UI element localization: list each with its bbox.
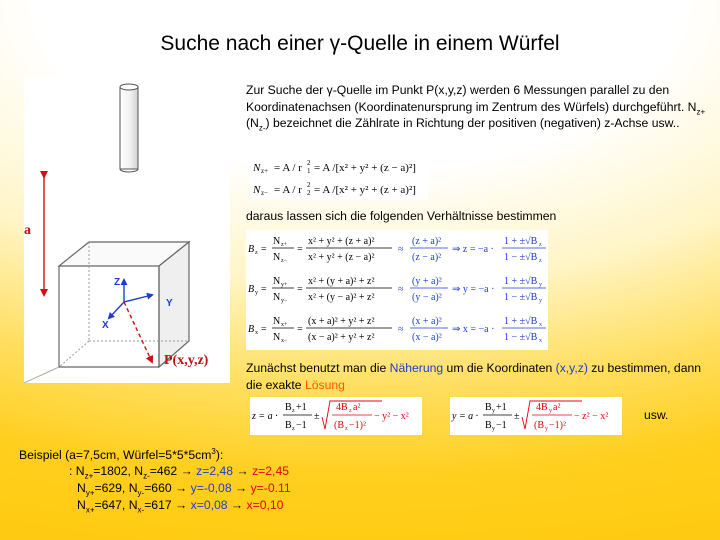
cube-figure [24,77,230,383]
approx-paragraph: Zunächst benutzt man die Näherung um die Koordinaten (x,y,z) zu bestimmen, dann die exakte Lösung [246,361,702,392]
svg-text:z−: z− [261,189,269,197]
label-y: Y [166,298,173,309]
svg-text:z−: z− [281,258,288,264]
svg-text:⇒ x = −a ·: ⇒ x = −a · [452,324,495,335]
svg-text:−1)²: −1)² [549,420,566,431]
svg-text:− z² − x²: − z² − x² [574,411,609,422]
y-axis [124,295,152,302]
svg-text:B: B [485,402,492,413]
svg-text:=: = [261,284,267,295]
svg-text:z: z [539,242,542,248]
svg-text:(x + a)²: (x + a)² [412,316,442,327]
svg-text:1 − ±√B: 1 − ±√B [504,252,538,263]
svg-text:−1: −1 [496,420,507,431]
exact-equation-z [250,397,422,435]
svg-text:−1: −1 [296,420,307,431]
svg-text:B: B [248,324,255,335]
svg-text:=: = [297,244,303,255]
svg-text:B: B [285,420,292,431]
svg-text:y: y [492,426,495,432]
svg-text:− y² − x²: − y² − x² [374,411,409,422]
svg-text:y: y [545,426,548,432]
p-vector [124,302,152,362]
svg-text:x−: x− [281,338,288,344]
svg-text:1 + ±√B: 1 + ±√B [504,316,538,327]
x-axis [109,302,124,318]
svg-text:1 − ±√B: 1 − ±√B [504,332,538,343]
svg-text:N: N [273,276,281,287]
svg-text:z: z [539,258,542,264]
svg-text:B: B [485,420,492,431]
ratio-bz [248,236,546,264]
svg-text:2: 2 [307,159,311,167]
svg-text:=: = [297,324,303,335]
svg-text:2: 2 [307,189,311,197]
svg-text:(y + a)²: (y + a)² [412,276,442,287]
svg-text:y+: y+ [281,282,288,288]
svg-text:(B: (B [534,420,544,431]
svg-text:y: y [255,290,258,296]
svg-text:= A /[x² + y² + (z + a)²]: = A /[x² + y² + (z + a)²] [314,184,416,196]
svg-text:4B: 4B [336,402,348,413]
example-row-z: : $N_{z+}=1802$, $N_{z-}=462 \to z=2,48 \to z=2,45$ [69,464,289,481]
svg-text:x² + y² + (z + a)²: x² + y² + (z + a)² [308,236,375,247]
label-a: a [24,223,31,238]
svg-text:(B: (B [334,420,344,431]
ratio-text: daraus lassen sich die folgenden Verhältnisse bestimmen [246,209,557,223]
svg-text:z: z [292,426,295,432]
svg-text:x² + (y − a)² + z²: x² + (y − a)² + z² [308,292,375,303]
example-row-y: $N_{y+}=629$, $N_{y-}=660 \to y=-0,08 \to y=-0.11$ [77,481,291,498]
svg-text:N: N [273,332,281,343]
svg-text:1 + ±√B: 1 + ±√B [504,236,538,247]
ratio-by [248,276,546,304]
svg-text:z: z [345,426,348,432]
intro-paragraph: Zur Suche der γ-Quelle im Punkt P(x,y,z) werden 6 Messungen parallel zu den Koordinatenachsen (Koordinatenursprung im Zentrum des Würfels) durchgeführt. $N_{z+}$ $(N_{z-})$ bezeichnet die Zählrate in Richtung der positiven (negativen) z-Achse usw.. [246,83,706,133]
svg-text:y−: y− [281,298,288,304]
svg-text:1 + ±√B: 1 + ±√B [504,276,538,287]
svg-text:x: x [539,322,542,328]
svg-text:N: N [273,252,281,263]
svg-text:z = a ·: z = a · [252,411,278,422]
svg-text:±: ± [314,411,320,422]
svg-text:(y − a)²: (y − a)² [412,292,442,303]
svg-text:x² + (y + a)² + z²: x² + (y + a)² + z² [308,276,375,287]
svg-text:≈: ≈ [398,244,404,255]
label-z: Z [114,277,121,288]
svg-text:z+: z+ [261,167,269,175]
svg-text:z: z [292,408,295,414]
slide-title: Suche nach einer γ-Quelle in einem Würfel [160,32,560,55]
svg-text:y: y [492,408,495,414]
svg-text:=: = [261,324,267,335]
svg-text:N: N [273,236,281,247]
svg-text:(z + a)²: (z + a)² [412,236,442,247]
svg-text:x: x [255,330,258,336]
svg-text:N: N [273,292,281,303]
svg-text:x: x [539,338,542,344]
svg-text:= A / r: = A / r [274,162,302,174]
svg-text:1 − ±√B: 1 − ±√B [504,292,538,303]
count-equations [250,154,428,200]
svg-text:B: B [248,284,255,295]
svg-text:B: B [248,244,255,255]
svg-text:a²: a² [353,402,361,413]
svg-text:z: z [349,408,352,414]
svg-text:a²: a² [553,402,561,413]
svg-text:4B: 4B [536,402,548,413]
svg-text:≈: ≈ [398,324,404,335]
detector-cylinder [120,84,138,172]
svg-text:⇒ z = −a ·: ⇒ z = −a · [452,244,494,255]
ratio-equations [246,230,548,350]
label-p: P(x,y,z) [164,353,209,368]
svg-text:N: N [253,162,261,174]
svg-text:z+: z+ [281,242,288,248]
svg-text:= A /[x² + y² + (z − a)²]: = A /[x² + y² + (z − a)²] [314,162,416,174]
svg-text:=: = [297,284,303,295]
svg-text:y: y [549,408,552,414]
svg-text:2: 2 [307,181,311,189]
svg-text:y: y [539,298,542,304]
svg-text:±: ± [514,411,520,422]
svg-text:N: N [273,316,281,327]
svg-text:= A / r: = A / r [274,184,302,196]
svg-text:+1: +1 [496,402,507,413]
svg-text:(x + a)² + y² + z²: (x + a)² + y² + z² [308,316,375,327]
exact-equation-y [450,397,622,435]
svg-text:⇒ y = −a ·: ⇒ y = −a · [452,284,495,295]
svg-text:z: z [255,250,258,256]
svg-text:≈: ≈ [398,284,404,295]
svg-text:B: B [285,402,292,413]
svg-text:(x − a)²: (x − a)² [412,332,442,343]
svg-text:+1: +1 [296,402,307,413]
svg-text:x² + y² + (z − a)²: x² + y² + (z − a)² [308,252,375,263]
svg-text:(x − a)² + y² + z²: (x − a)² + y² + z² [308,332,375,343]
usw-text: usw. [644,408,669,422]
ratio-bx [248,316,546,344]
example-header: Beispiel (a=7,5cm, $Würfel=5*5*5cm^3$): [19,446,224,462]
svg-text:−1)²: −1)² [349,420,366,431]
svg-text:=: = [261,244,267,255]
svg-text:x+: x+ [281,322,288,328]
svg-text:1: 1 [307,167,311,175]
svg-text:y: y [539,282,542,288]
svg-text:N: N [253,184,261,196]
svg-text:y = a ·: y = a · [452,411,479,422]
example-row-x: $N_{x+}=647$, $N_{x-}=617 \to x=0,08 \to x=0,10$ [77,498,284,515]
label-x: X [102,320,109,331]
svg-text:(z − a)²: (z − a)² [412,252,442,263]
